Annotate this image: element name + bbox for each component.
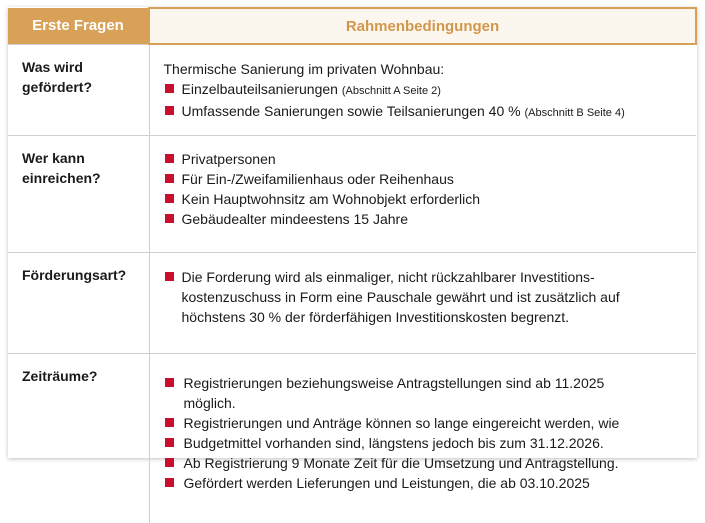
list-item: Ab Registrierung 9 Monate Zeit für die Umsetzung und Antragstellung. <box>164 453 697 473</box>
row-zeitraeume <box>8 354 696 523</box>
list-item: Kein Hauptwohnsitz am Wohnobjekt erforderlich <box>164 189 697 209</box>
section-note: (Abschnitt B Seite 4) <box>524 107 624 119</box>
list-item: Gebäudealter mindeestens 15 Jahre <box>164 209 697 229</box>
question-cell: Wer kann einreichen? <box>8 136 149 253</box>
header-conditions: Rahmenbedingungen <box>149 8 696 44</box>
answer-cell <box>149 44 696 136</box>
info-table-card <box>8 7 697 458</box>
answer-list <box>164 79 697 123</box>
answer-cell <box>149 354 696 523</box>
header-questions: Erste Fragen <box>8 8 149 44</box>
row-was-wird-gefoerdert <box>8 44 696 136</box>
list-item: Gefördert werden Lieferungen und Leistungen, die ab 03.10.2025 <box>164 473 697 493</box>
list-item: Registrierungen beziehungsweise Antragstellungen sind ab 11.2025 möglich. <box>164 373 697 413</box>
list-item: Umfassende Sanierungen sowie Teilsanierungen 40 % (Abschnitt B Seite 4) <box>164 101 697 123</box>
question-cell: Was wird gefördert? <box>8 44 149 136</box>
row-foerderungsart <box>8 253 696 354</box>
list-item: Für Ein-/Zweifamilienhaus oder Reihenhaus <box>164 169 697 189</box>
list-item: Einzelbauteilsanierungen (Abschnitt A Seite 2) <box>164 79 697 101</box>
answer-list <box>164 373 697 493</box>
list-item: Privatpersonen <box>164 149 697 169</box>
list-item: Budgetmittel vorhanden sind, längstens jedoch bis zum 31.12.2026. <box>164 433 697 453</box>
info-table <box>8 7 697 523</box>
question-cell: Förderungsart? <box>8 253 149 354</box>
list-item: Registrierungen und Anträge können so lange eingereicht werden, wie <box>164 413 697 433</box>
answer-cell <box>149 253 696 354</box>
answer-intro: Thermische Sanierung im privaten Wohnbau: <box>164 59 697 79</box>
answer-list <box>164 149 697 229</box>
list-item: Die Forderung wird als einmaliger, nicht rückzahlbarer Investitions-kostenzuschuss in Form eine Pauschale gewährt und ist zusätzlich auf höchstens 30 % der förderfähigen Investitionskosten begrenzt. <box>164 267 697 327</box>
question-cell: Zeiträume? <box>8 354 149 523</box>
row-wer-kann-einreichen <box>8 136 696 253</box>
section-note: (Abschnitt A Seite 2) <box>342 85 441 97</box>
answer-list <box>164 267 697 327</box>
header-row <box>8 8 696 44</box>
answer-cell <box>149 136 696 253</box>
